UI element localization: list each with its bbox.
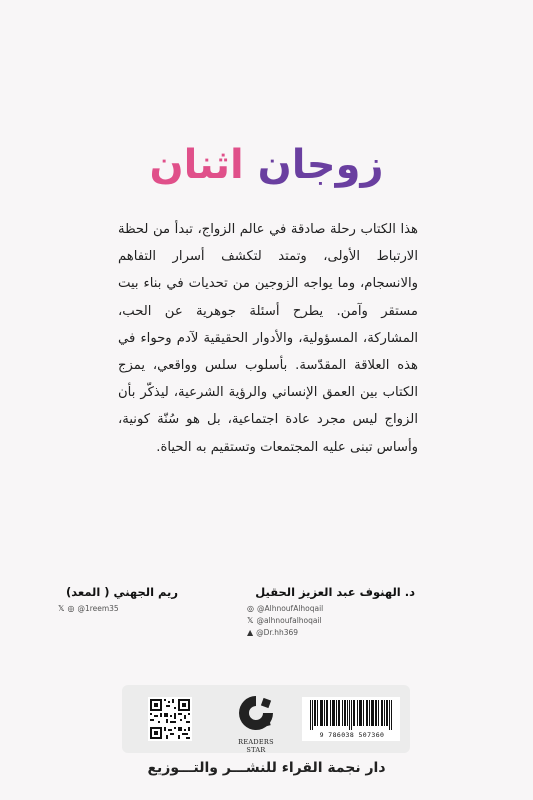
title-word-1: زوجان: [257, 142, 384, 188]
qr-code: [148, 697, 192, 741]
snapchat-icon: ▲: [247, 628, 254, 637]
author-name: ريم الجهني ( المعد): [65, 585, 178, 599]
social-handle-instagram: ◎ @AlhnoufAlhoqail: [247, 604, 324, 613]
x-icon: 𝕏: [58, 604, 65, 613]
logo-text: READERS STAR: [238, 738, 274, 754]
publisher-name: دار نجمة القراء للنشـــر والتـــوزيع: [147, 760, 386, 776]
author-reem: [58, 585, 178, 613]
publisher-info-bar: [122, 685, 410, 753]
social-handle-snapchat: ▲ @Dr.hh369: [247, 628, 299, 637]
book-blurb: هذا الكتاب رحلة صادقة في عالم الزواج، تبدأ من لحظة الارتباط الأولى، وتمتد لتكشف أسرار التفاهم والانسجام، وما يواجه الزوجين من تحديات في بناء بيت مستقر وآمن. يطرح أسئلة جوهرية عن الحب، المشاركة، المسؤولية، والأدوار الحقيقية لآدم وحواء في هذه العلاقة المقدّسة. بأسلوب سلس وواقعي، يمزج الكتاب بين العمق الإنساني والرؤية الشرعية، ليذكّر بأن الزواج ليس مجرد عادة اجتماعية، بل هو سُنّة كونية، وأساس تبنى عليه المجتمعات وتستقيم به الحياة.: [118, 222, 418, 455]
readers-star-emblem-icon: [236, 693, 276, 733]
author-name: د. الهنوف عبد العزيز الحقيل: [255, 585, 415, 599]
x-icon: 𝕏: [247, 616, 254, 625]
isbn-number: 9 786038 507360: [319, 731, 385, 739]
instagram-icon: ◎: [67, 604, 75, 613]
social-handle-x-instagram: 𝕏 ◎ @1reem35: [58, 604, 119, 613]
social-handle-x: 𝕏 @alhnoufalhoqail: [247, 616, 322, 625]
readers-star-logo: [230, 693, 282, 754]
author-alhnouf: [245, 585, 415, 637]
instagram-icon: ◎: [247, 604, 254, 613]
title-word-2: اثنان: [149, 142, 244, 188]
authors-section: [0, 585, 533, 655]
book-title: [0, 142, 533, 188]
